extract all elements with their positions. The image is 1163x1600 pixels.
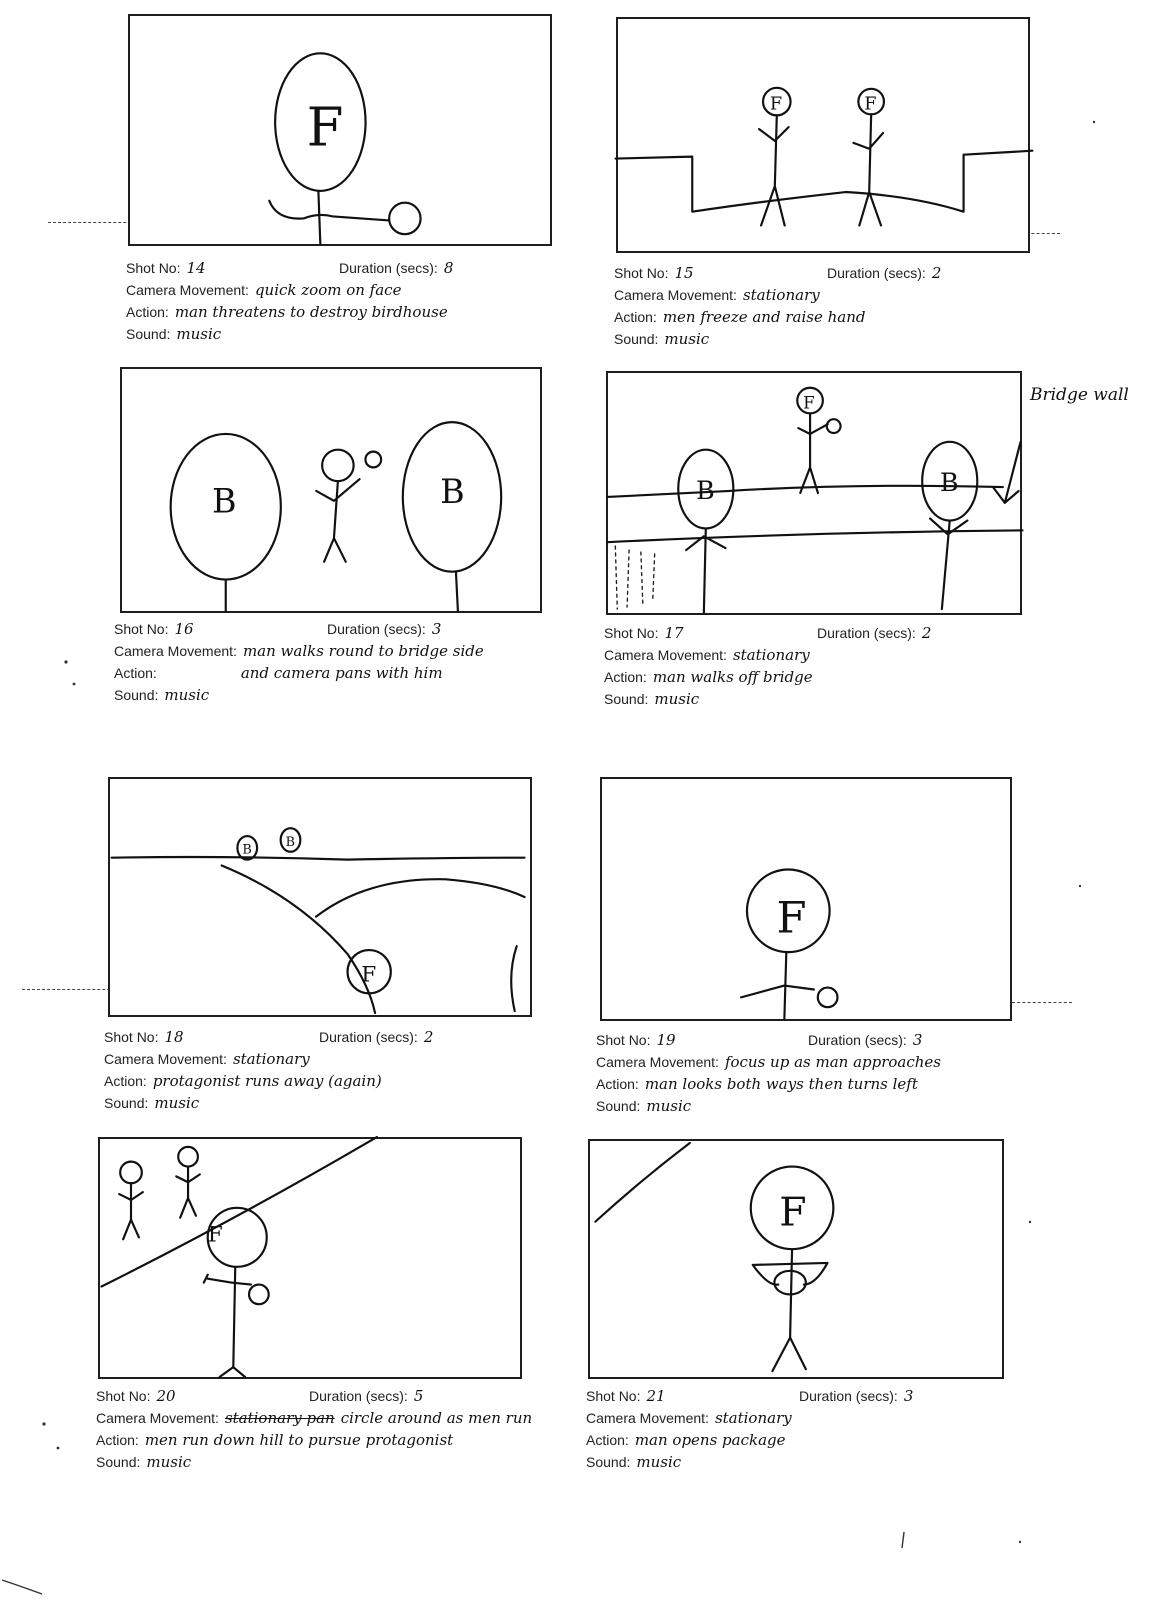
sound-value: music bbox=[176, 325, 222, 343]
camera-label: Camera Movement: bbox=[104, 1051, 227, 1067]
shot-number: 16 bbox=[174, 620, 194, 638]
face-letter: F bbox=[803, 392, 815, 413]
storyboard-frame-18 bbox=[108, 777, 532, 1017]
camera-label: Camera Movement: bbox=[114, 643, 237, 659]
duration-value: 3 bbox=[903, 1387, 914, 1405]
camera-value: stationary bbox=[232, 1050, 310, 1068]
action-label: Action: bbox=[104, 1073, 147, 1089]
duration-label: Duration (secs): bbox=[799, 1388, 898, 1404]
shot-label: Shot No: bbox=[104, 1029, 159, 1045]
face-letter: B bbox=[440, 471, 465, 511]
shot-label: Shot No: bbox=[114, 621, 169, 637]
duration-value: 2 bbox=[931, 264, 942, 282]
panel-info-16 bbox=[114, 618, 574, 706]
camera-value: stationary bbox=[714, 1409, 792, 1427]
camera-label: Camera Movement: bbox=[96, 1410, 219, 1426]
action-label: Action: bbox=[96, 1432, 139, 1448]
camera-value: stationary bbox=[742, 286, 820, 304]
sketch-21 bbox=[590, 1141, 1002, 1377]
face-letter: B bbox=[285, 834, 295, 850]
shot-number: 19 bbox=[656, 1031, 676, 1049]
shot-number: 18 bbox=[164, 1028, 184, 1046]
action-value: man opens package bbox=[634, 1431, 786, 1449]
duration-label: Duration (secs): bbox=[339, 260, 438, 276]
panel-info-17 bbox=[604, 622, 1044, 710]
action-label: Action: bbox=[614, 309, 657, 325]
action-value: men freeze and raise hand bbox=[662, 308, 866, 326]
panel-info-18 bbox=[104, 1026, 564, 1114]
action-label: Action: bbox=[596, 1076, 639, 1092]
shot-label: Shot No: bbox=[596, 1032, 651, 1048]
bridge-wall-note bbox=[1024, 374, 1134, 444]
duration-value: 3 bbox=[912, 1031, 923, 1049]
sketch-17 bbox=[608, 373, 1020, 613]
face-letter: F bbox=[207, 1222, 223, 1248]
duration-value: 5 bbox=[413, 1387, 424, 1405]
duration-value: 2 bbox=[921, 624, 932, 642]
storyboard-frame-17 bbox=[606, 371, 1022, 615]
sound-value: music bbox=[146, 1453, 192, 1471]
shot-number: 14 bbox=[186, 259, 206, 277]
face-letter: B bbox=[242, 842, 252, 858]
sketch-18 bbox=[110, 779, 530, 1015]
shot-number: 15 bbox=[674, 264, 694, 282]
action-value: man looks both ways then turns left bbox=[644, 1075, 918, 1093]
panel-info-21 bbox=[586, 1385, 1046, 1473]
storyboard-frame-19 bbox=[600, 777, 1012, 1021]
action-label: Action: bbox=[586, 1432, 629, 1448]
shot-label: Shot No: bbox=[586, 1388, 641, 1404]
shot-label: Shot No: bbox=[96, 1388, 151, 1404]
sound-label: Sound: bbox=[126, 326, 171, 342]
sound-value: music bbox=[636, 1453, 682, 1471]
sound-value: music bbox=[154, 1094, 200, 1112]
camera-label: Camera Movement: bbox=[604, 647, 727, 663]
sound-label: Sound: bbox=[114, 687, 159, 703]
action-label: Action: bbox=[114, 665, 157, 681]
panel-info-19 bbox=[596, 1029, 1056, 1117]
storyboard-frame-21 bbox=[588, 1139, 1004, 1379]
duration-label: Duration (secs): bbox=[327, 621, 426, 637]
sound-label: Sound: bbox=[96, 1454, 141, 1470]
action-label: Action: bbox=[126, 304, 169, 320]
sound-value: music bbox=[646, 1097, 692, 1115]
sketch-19 bbox=[602, 779, 1010, 1019]
duration-label: Duration (secs): bbox=[817, 625, 916, 641]
duration-label: Duration (secs): bbox=[827, 265, 926, 281]
camera-value-struck: stationary pan bbox=[224, 1409, 335, 1427]
duration-value: 8 bbox=[443, 259, 454, 277]
panel-info-14 bbox=[126, 257, 566, 345]
panel-info-15 bbox=[614, 262, 1054, 350]
camera-value: stationary bbox=[732, 646, 810, 664]
shot-number: 21 bbox=[646, 1387, 666, 1405]
camera-value: man walks round to bridge side bbox=[242, 642, 484, 660]
action-value: protagonist runs away (again) bbox=[152, 1072, 382, 1090]
sound-label: Sound: bbox=[614, 331, 659, 347]
shot-number: 17 bbox=[664, 624, 684, 642]
duration-value: 2 bbox=[423, 1028, 434, 1046]
shot-label: Shot No: bbox=[614, 265, 669, 281]
storyboard-frame-20 bbox=[98, 1137, 522, 1379]
face-letter: F bbox=[769, 94, 783, 115]
face-letter: B bbox=[211, 481, 237, 521]
action-value: man threatens to destroy birdhouse bbox=[174, 303, 448, 321]
action-value: man walks off bridge bbox=[652, 668, 813, 686]
face-letter: F bbox=[776, 893, 807, 944]
camera-label: Camera Movement: bbox=[596, 1054, 719, 1070]
sound-label: Sound: bbox=[586, 1454, 631, 1470]
sketch-16 bbox=[122, 369, 540, 611]
camera-label: Camera Movement: bbox=[126, 282, 249, 298]
camera-value: circle around as men run bbox=[340, 1409, 533, 1427]
sketch-20 bbox=[100, 1139, 520, 1377]
storyboard-frame-15 bbox=[616, 17, 1030, 253]
camera-value: quick zoom on face bbox=[254, 281, 402, 299]
face-letter: F bbox=[779, 1189, 807, 1236]
face-letter: F bbox=[361, 962, 377, 988]
sound-label: Sound: bbox=[604, 691, 649, 707]
sketch-14 bbox=[130, 16, 550, 244]
shot-label: Shot No: bbox=[126, 260, 181, 276]
sound-value: music bbox=[654, 690, 700, 708]
face-letter: F bbox=[306, 96, 344, 159]
sound-value: music bbox=[164, 686, 210, 704]
face-letter: F bbox=[864, 94, 877, 115]
sound-label: Sound: bbox=[596, 1098, 641, 1114]
sound-value: music bbox=[664, 330, 710, 348]
face-letter: B bbox=[695, 475, 715, 506]
duration-label: Duration (secs): bbox=[309, 1388, 408, 1404]
duration-label: Duration (secs): bbox=[808, 1032, 907, 1048]
shot-number: 20 bbox=[156, 1387, 176, 1405]
duration-value: 3 bbox=[431, 620, 442, 638]
sketch-15 bbox=[618, 19, 1028, 251]
duration-label: Duration (secs): bbox=[319, 1029, 418, 1045]
sound-label: Sound: bbox=[104, 1095, 149, 1111]
face-letter: B bbox=[939, 468, 959, 499]
bridge-wall-label: Bridge wall bbox=[1030, 385, 1129, 405]
cut-guide-line bbox=[1012, 1002, 1072, 1003]
shot-label: Shot No: bbox=[604, 625, 659, 641]
action-value: men run down hill to pursue protagonist bbox=[144, 1431, 454, 1449]
action-label: Action: bbox=[604, 669, 647, 685]
camera-value-continued: and camera pans with him bbox=[240, 664, 443, 682]
panel-info-20 bbox=[96, 1385, 596, 1473]
camera-label: Camera Movement: bbox=[586, 1410, 709, 1426]
storyboard-frame-16 bbox=[120, 367, 542, 613]
camera-label: Camera Movement: bbox=[614, 287, 737, 303]
storyboard-frame-14 bbox=[128, 14, 552, 246]
camera-value: focus up as man approaches bbox=[724, 1053, 942, 1071]
